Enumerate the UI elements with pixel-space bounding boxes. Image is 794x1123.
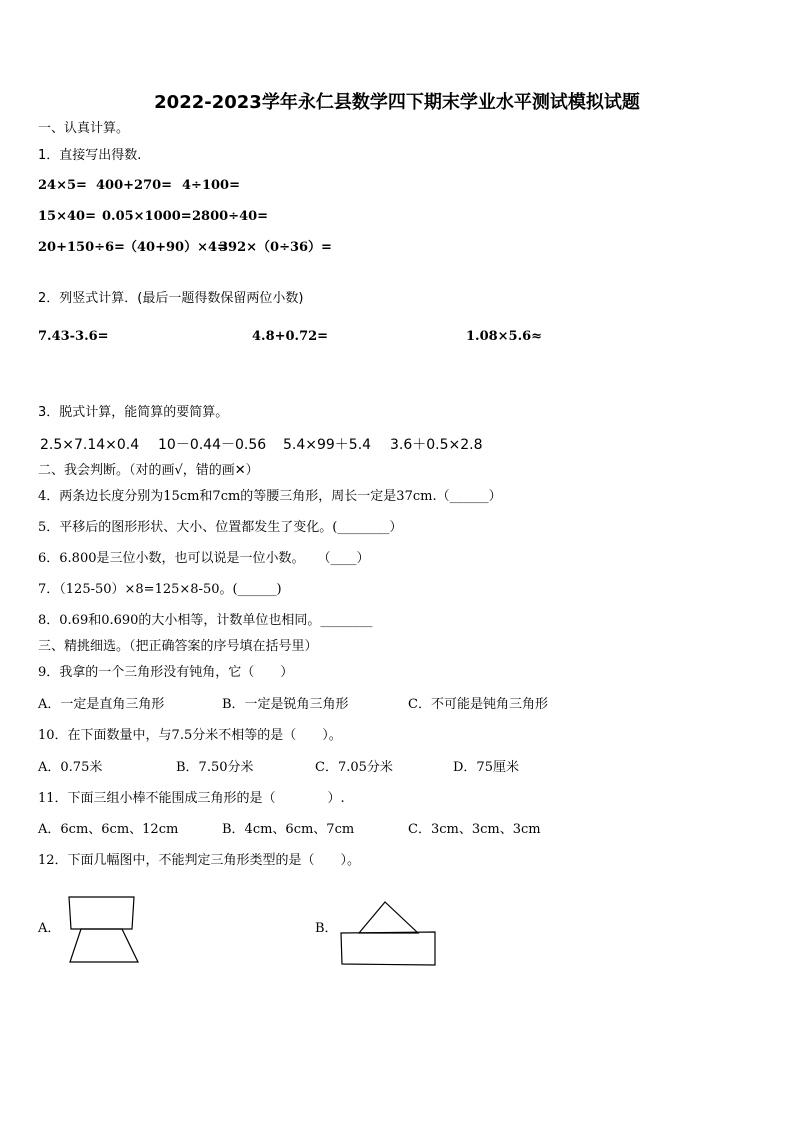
q8-statement: 8．0.69和0.690的大小相等，计数单位也相同。________ <box>38 613 373 628</box>
figure-a-trapezoid <box>70 929 138 962</box>
section-3-heading: 三、精挑细选。（把正确答案的序号填在括号里） <box>38 639 318 654</box>
q1-r2-c2: 0.05×1000= <box>102 209 192 224</box>
q12-option-a-label: A． <box>38 921 61 936</box>
q11-option-a: A．6cm、6cm、12cm <box>38 822 179 837</box>
page-title: 2022-2023学年永仁县数学四下期末学业水平测试模拟试题 <box>154 92 640 113</box>
q1-label: 1．直接写出得数. <box>38 148 142 163</box>
q9-option-b: B．一定是锐角三角形 <box>222 697 349 712</box>
q1-r2-c3: 2800÷40= <box>192 209 269 224</box>
q2-item-1: 7.43-3.6= <box>38 329 109 344</box>
figure-b-rectangle <box>341 932 435 965</box>
q2-label: 2．列竖式计算．(最后一题得数保留两位小数) <box>38 291 304 306</box>
q1-r3-c2: （40+90）×4= <box>124 240 228 255</box>
q3-item-2: 10－0.44－0.56 <box>158 437 267 453</box>
q5-statement: 5．平移后的图形形状、大小、位置都发生了变化。(________） <box>38 520 403 535</box>
q11-option-c: C．3cm、3cm、3cm <box>408 822 541 837</box>
q9-stem: 9．我拿的一个三角形没有钝角，它（ ） <box>38 665 294 680</box>
q2-item-2: 4.8+0.72= <box>252 329 329 344</box>
q3-label: 3．脱式计算，能简算的要简算。 <box>38 405 229 420</box>
figure-b-triangle <box>359 902 418 933</box>
q10-option-c: C．7.05分米 <box>315 760 393 775</box>
q2-item-3: 1.08×5.6≈ <box>466 329 543 344</box>
q1-r1-c3: 4÷100= <box>182 178 240 193</box>
figure-a-rectangle-trapezoid <box>66 895 142 967</box>
q6-statement: 6．6.800是三位小数，也可以说是一位小数。 （____） <box>38 551 370 566</box>
q9-option-a: A．一定是直角三角形 <box>38 697 165 712</box>
q1-r3-c3: 392×（0÷36）= <box>219 240 332 255</box>
q10-option-d: D．75厘米 <box>453 760 519 775</box>
q1-r2-c1: 15×40= <box>38 209 96 224</box>
q9-option-c: C．不可能是钝角三角形 <box>408 697 548 712</box>
q3-item-1: 2.5×7.14×0.4 <box>40 437 140 453</box>
figure-b-triangle-rectangle <box>338 898 438 968</box>
q10-option-a: A．0.75米 <box>38 760 103 775</box>
q3-item-3: 5.4×99＋5.4 <box>283 437 372 453</box>
q10-option-b: B．7.50分米 <box>176 760 254 775</box>
section-1-heading: 一、认真计算。 <box>38 121 130 136</box>
q1-r1-c1: 24×5= <box>38 178 87 193</box>
q4-statement: 4．两条边长度分别为15cm和7cm的等腰三角形，周长一定是37cm.（______） <box>38 489 502 504</box>
q1-r1-c2: 400+270= <box>96 178 173 193</box>
section-2-heading: 二、我会判断。（对的画√，错的画✕） <box>38 463 259 478</box>
q1-r3-c1: 20+150÷6= <box>38 240 125 255</box>
figure-a-rectangle <box>69 897 134 929</box>
q12-stem: 12．下面几幅图中，不能判定三角形类型的是（ ）。 <box>38 853 361 868</box>
q10-stem: 10．在下面数量中，与7.5分米不相等的是（ ）。 <box>38 728 342 743</box>
q12-option-b-label: B． <box>315 921 338 936</box>
q11-stem: 11．下面三组小棒不能围成三角形的是（ ）. <box>38 791 345 806</box>
q3-item-4: 3.6＋0.5×2.8 <box>390 437 483 453</box>
q11-option-b: B．4cm、6cm、7cm <box>222 822 355 837</box>
q7-statement: 7．（125-50）×8=125×8-50。(______) <box>38 582 282 597</box>
